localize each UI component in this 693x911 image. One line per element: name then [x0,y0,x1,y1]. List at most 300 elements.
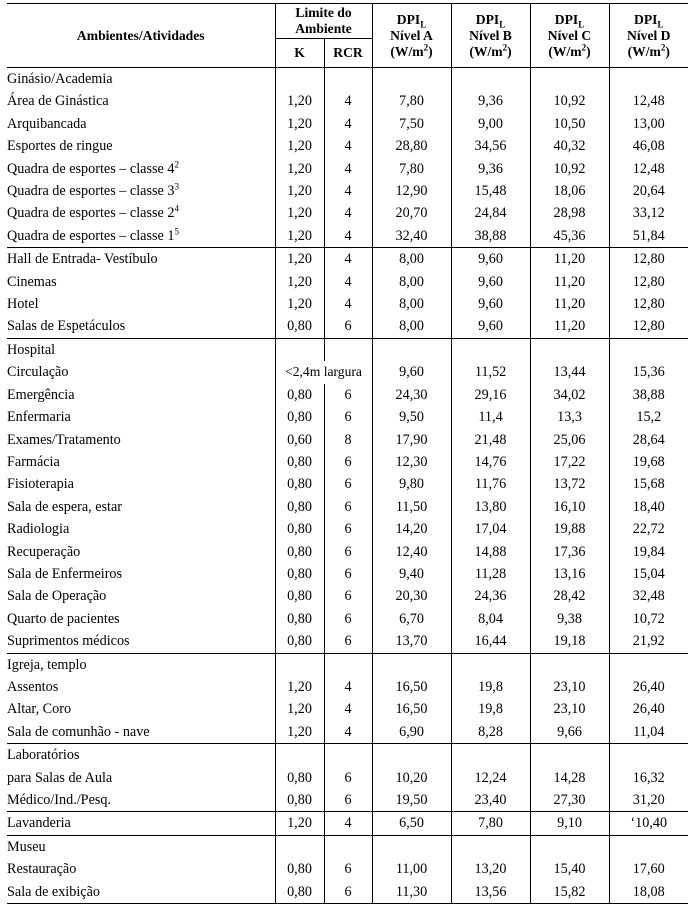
cell-a [372,744,451,767]
header-dpi-a: DPI [396,11,421,27]
cell-c: 9,66 [530,721,609,744]
activity-name-text: Circulação [7,364,69,381]
cell-a: 28,80 [372,135,451,157]
table-row [7,541,688,563]
table-row [7,630,688,653]
cell-k: 1,20 [275,698,324,720]
activity-name-text: Sala de comunhão - nave [7,723,150,740]
activity-name-text: Arquibancada [7,115,87,132]
cell-c: 15,82 [530,881,609,904]
cell-b: 34,56 [451,135,530,157]
cell-b: 23,40 [451,789,530,812]
cell-c: 27,30 [530,789,609,812]
cell-k: 1,20 [275,248,324,271]
cell-k: 0,80 [275,858,324,880]
cell-rcr: 4 [324,698,372,720]
cell-c [530,744,609,767]
cell-d: 22,72 [609,518,688,540]
cell-rcr: 6 [324,451,372,473]
cell-c: 14,28 [530,767,609,789]
header-limite-line1: Limite do [295,5,352,20]
cell-a: 32,40 [372,225,451,248]
cell-b: 9,36 [451,158,530,180]
cell-a: 8,00 [372,315,451,338]
activity-name [7,585,275,607]
cell-a: 9,40 [372,563,451,585]
cell-k: 0,80 [275,406,324,428]
cell-a [372,835,451,858]
activity-name-text: Enfermaria [7,409,71,426]
activity-name-text: Sala de espera, estar [7,498,123,515]
cell-b: 9,60 [451,271,530,293]
cell-b: 13,20 [451,858,530,880]
cell-d [609,835,688,858]
activity-name-text: Restauração [7,861,77,878]
cell-k: 0,80 [275,315,324,338]
cell-c [530,68,609,91]
cell-d: 21,92 [609,630,688,653]
cell-a: 7,80 [372,158,451,180]
header-ambientes-label: Ambientes/Atividades [76,27,205,43]
table-row [7,473,688,495]
activity-name-text: Esportes de ringue [7,138,113,155]
header-dpi-a-sub: L [420,19,427,30]
section-title: Hall de Entrada- Vestíbulo [7,248,275,271]
table-row [7,698,688,720]
cell-c: 13,3 [530,406,609,428]
activity-name-text: Fisioterapia [7,476,74,493]
activity-name-text: Suprimentos médicos [7,633,130,650]
cell-a: 16,50 [372,698,451,720]
section-title: Lavanderia [7,812,275,835]
activity-name-text: Sala de exibição [7,883,100,900]
activity-name [7,202,275,224]
cell-c: 13,72 [530,473,609,495]
header-unit-c-close: ) [586,43,591,59]
table-row [7,202,688,224]
table-row [7,858,688,880]
cell-a: 9,50 [372,406,451,428]
cell-d: 11,04 [609,721,688,744]
cell-c: 34,02 [530,384,609,406]
header-ambientes [7,4,275,68]
cell-rcr: 4 [324,113,372,135]
cell-c: 28,42 [530,585,609,607]
header-dpi-b: DPI [475,11,500,27]
cell-c: 10,92 [530,158,609,180]
footnote-marker: 3 [174,181,179,192]
cell-a: 8,00 [372,293,451,315]
table-row [7,676,688,698]
cell-b: 9,60 [451,248,530,271]
cell-d: 15,04 [609,563,688,585]
cell-limite-span: <2,4m largura [275,361,372,383]
section-row [7,744,688,767]
cell-d: 26,40 [609,698,688,720]
header-limite-line2: Ambiente [295,21,352,36]
header-rcr-label: RCR [333,45,363,60]
cell-d: 18,08 [609,881,688,904]
cell-c: 19,18 [530,630,609,653]
cell-d: 26,40 [609,676,688,698]
cell-b [451,835,530,858]
cell-b: 13,56 [451,881,530,904]
activity-name [7,406,275,428]
cell-b: 38,88 [451,225,530,248]
cell-d: 17,60 [609,858,688,880]
cell-a: 11,00 [372,858,451,880]
cell-b: 9,60 [451,315,530,338]
section-row [7,835,688,858]
cell-rcr: 4 [324,248,372,271]
header-k-label: K [294,45,305,60]
activity-name-text: Emergência [7,386,75,403]
header-nivel-c [530,4,609,68]
header-unit-b-close: ) [507,43,512,59]
activity-name-text: Sala de Enfermeiros [7,565,123,582]
cell-rcr: 4 [324,135,372,157]
table-row [7,429,688,451]
activity-name [7,158,275,180]
activity-name-text: Quadra de esportes – classe 3 [7,183,175,200]
header-k [275,39,324,68]
header-dpi-d-sub: L [657,19,664,30]
table-row [7,721,688,744]
activity-name [7,451,275,473]
cell-a: 11,50 [372,496,451,518]
cell-c: 9,38 [530,608,609,630]
cell-rcr [324,744,372,767]
cell-c: 25,06 [530,429,609,451]
section-title: Ginásio/Academia [7,68,275,91]
activity-name [7,361,275,383]
cell-b: 8,04 [451,608,530,630]
cell-a: 12,40 [372,541,451,563]
cell-k: 0,80 [275,473,324,495]
cell-k [275,338,324,361]
section-row [7,812,688,835]
cell-a: 7,50 [372,113,451,135]
table-row [7,315,688,338]
cell-k: 0,80 [275,563,324,585]
cell-b: 13,80 [451,496,530,518]
cell-rcr: 6 [324,518,372,540]
header-unit-b: (W/m [469,43,503,59]
cell-c [530,338,609,361]
header-unit-a-exp: 2 [423,41,429,52]
cell-a: 12,30 [372,451,451,473]
table-row [7,293,688,315]
activity-name-text: Hotel [7,296,39,313]
cell-k: 1,20 [275,225,324,248]
cell-a: 6,50 [372,812,451,835]
activity-name [7,630,275,653]
cell-rcr: 4 [324,676,372,698]
cell-k [275,744,324,767]
cell-k: 1,20 [275,812,324,835]
cell-d: 12,48 [609,158,688,180]
cell-a [372,68,451,91]
header-unit-b-exp: 2 [502,41,508,52]
activity-name [7,541,275,563]
cell-c: 17,36 [530,541,609,563]
header-dpi-c: DPI [554,11,579,27]
cell-rcr: 6 [324,315,372,338]
cell-rcr: 6 [324,406,372,428]
activity-name [7,271,275,293]
cell-d: 31,20 [609,789,688,812]
cell-c [530,835,609,858]
cell-b: 9,00 [451,113,530,135]
cell-c: 17,22 [530,451,609,473]
header-dpi-c-sub: L [578,19,585,30]
table-row [7,384,688,406]
table-row [7,789,688,812]
section-title: Laboratórios [7,744,275,767]
activity-name-text: Quadra de esportes – classe 4 [7,160,175,177]
cell-c: 11,20 [530,248,609,271]
cell-d: 13,00 [609,113,688,135]
table-row [7,518,688,540]
header-unit-c: (W/m [548,43,582,59]
cell-d: 12,80 [609,271,688,293]
activity-name [7,225,275,248]
activity-name-text: Sala de Operação [7,588,107,605]
activity-name-text: Assentos [7,678,59,695]
section-row [7,338,688,361]
table-row [7,271,688,293]
cell-b: 17,04 [451,518,530,540]
cell-rcr: 6 [324,630,372,653]
cell-d: 19,84 [609,541,688,563]
activity-name [7,518,275,540]
cell-b: 24,84 [451,202,530,224]
cell-d: 12,48 [609,90,688,112]
table-row [7,90,688,112]
cell-d: 15,68 [609,473,688,495]
cell-b [451,68,530,91]
cell-d: 15,2 [609,406,688,428]
cell-b: 9,60 [451,293,530,315]
cell-d: 16,32 [609,767,688,789]
cell-a: 10,20 [372,767,451,789]
cell-rcr: 4 [324,225,372,248]
cell-b [451,744,530,767]
cell-a: 20,70 [372,202,451,224]
table-body [7,68,688,904]
cell-d: 15,36 [609,361,688,383]
cell-k: 0,80 [275,767,324,789]
cell-k: 1,20 [275,293,324,315]
cell-a: 16,50 [372,676,451,698]
table-row [7,451,688,473]
cell-c: 10,50 [530,113,609,135]
cell-rcr: 4 [324,158,372,180]
section-title: Hospital [7,338,275,361]
cell-b: 12,24 [451,767,530,789]
table-row [7,585,688,607]
activity-name [7,721,275,744]
cell-rcr: 6 [324,608,372,630]
cell-d [609,653,688,676]
header-unit-d-close: ) [665,43,670,59]
cell-b: 11,76 [451,473,530,495]
lighting-power-density-table [7,3,688,904]
activity-name [7,90,275,112]
cell-d: 46,08 [609,135,688,157]
cell-k [275,68,324,91]
section-title: Museu [7,835,275,858]
cell-d: 12,80 [609,293,688,315]
cell-rcr: 4 [324,271,372,293]
table-row [7,158,688,180]
table-row [7,563,688,585]
cell-c: 10,92 [530,90,609,112]
cell-b: 7,80 [451,812,530,835]
activity-name-text: Altar, Coro [7,701,72,718]
activity-name [7,496,275,518]
cell-a: 6,90 [372,721,451,744]
cell-d: ‘10,40 [609,812,688,835]
activity-name-text: Exames/Tratamento [7,431,121,448]
cell-rcr: 4 [324,90,372,112]
activity-name [7,473,275,495]
cell-b: 24,36 [451,585,530,607]
cell-d: 20,64 [609,180,688,202]
cell-c: 23,10 [530,698,609,720]
header-nivel-a-label: Nível A [390,27,433,43]
cell-c: 13,44 [530,361,609,383]
cell-k: 0,80 [275,881,324,904]
cell-b: 14,76 [451,451,530,473]
cell-rcr: 6 [324,881,372,904]
footnote-marker: 2 [174,158,179,169]
activity-name [7,676,275,698]
activity-name-text: Área de Ginástica [7,93,109,110]
table-row [7,225,688,248]
header-nivel-b [451,4,530,68]
activity-name [7,315,275,338]
activity-name [7,698,275,720]
activity-name [7,608,275,630]
cell-k: 1,20 [275,180,324,202]
activity-name-text: Farmácia [7,453,60,470]
activity-name-text: Quadra de esportes – classe 1 [7,227,175,244]
footnote-marker: 5 [174,226,179,237]
header-dpi-b-sub: L [499,19,506,30]
cell-c [530,653,609,676]
cell-b: 11,28 [451,563,530,585]
table-header [7,4,688,68]
cell-c: 18,06 [530,180,609,202]
section-title: Igreja, templo [7,653,275,676]
cell-rcr: 4 [324,180,372,202]
cell-d [609,744,688,767]
activity-name [7,858,275,880]
cell-a: 17,90 [372,429,451,451]
activity-name [7,135,275,157]
header-unit-d-exp: 2 [660,41,666,52]
cell-d: 51,84 [609,225,688,248]
header-unit-a-close: ) [428,43,433,59]
activity-name [7,767,275,789]
activity-name [7,384,275,406]
table-row [7,180,688,202]
activity-name-text: Recuperação [7,543,81,560]
cell-a: 12,90 [372,180,451,202]
table-row [7,135,688,157]
cell-b: 29,16 [451,384,530,406]
cell-rcr: 4 [324,812,372,835]
activity-name [7,113,275,135]
activity-name-text: Radiologia [7,521,70,538]
table-row [7,361,688,383]
activity-name-text: Quadra de esportes – classe 2 [7,205,175,222]
cell-d: 33,12 [609,202,688,224]
cell-k: 0,80 [275,608,324,630]
cell-b: 15,48 [451,180,530,202]
activity-name-text: Quarto de pacientes [7,610,120,627]
cell-d [609,338,688,361]
cell-rcr: 6 [324,473,372,495]
cell-c: 40,32 [530,135,609,157]
cell-b: 16,44 [451,630,530,653]
cell-d: 38,88 [609,384,688,406]
cell-d [609,68,688,91]
cell-d: 10,72 [609,608,688,630]
table-row [7,496,688,518]
table-row [7,881,688,904]
cell-k: 0,60 [275,429,324,451]
cell-b: 19,8 [451,676,530,698]
cell-c: 16,10 [530,496,609,518]
cell-rcr [324,653,372,676]
activity-name [7,881,275,904]
cell-d: 12,80 [609,315,688,338]
cell-k: 0,80 [275,630,324,653]
activity-name [7,180,275,202]
cell-d: 19,68 [609,451,688,473]
cell-a: 6,70 [372,608,451,630]
table-row [7,406,688,428]
cell-rcr: 4 [324,202,372,224]
cell-k: 1,20 [275,135,324,157]
activity-name-text: Cinemas [7,273,57,290]
cell-b: 19,8 [451,698,530,720]
activity-name-text: Salas de Espetáculos [7,318,126,335]
cell-a: 7,80 [372,90,451,112]
section-row [7,653,688,676]
cell-rcr [324,835,372,858]
cell-c: 23,10 [530,676,609,698]
cell-b: 11,4 [451,406,530,428]
cell-d: 12,80 [609,248,688,271]
cell-b: 14,88 [451,541,530,563]
header-unit-c-exp: 2 [581,41,587,52]
table-row [7,608,688,630]
header-limite [275,4,372,39]
cell-k: 1,20 [275,90,324,112]
cell-rcr [324,68,372,91]
cell-c: 11,20 [530,271,609,293]
cell-k: 1,20 [275,271,324,293]
cell-k: 0,80 [275,585,324,607]
cell-c: 13,16 [530,563,609,585]
cell-rcr: 6 [324,541,372,563]
cell-c: 15,40 [530,858,609,880]
cell-a: 11,30 [372,881,451,904]
cell-c: 11,20 [530,293,609,315]
